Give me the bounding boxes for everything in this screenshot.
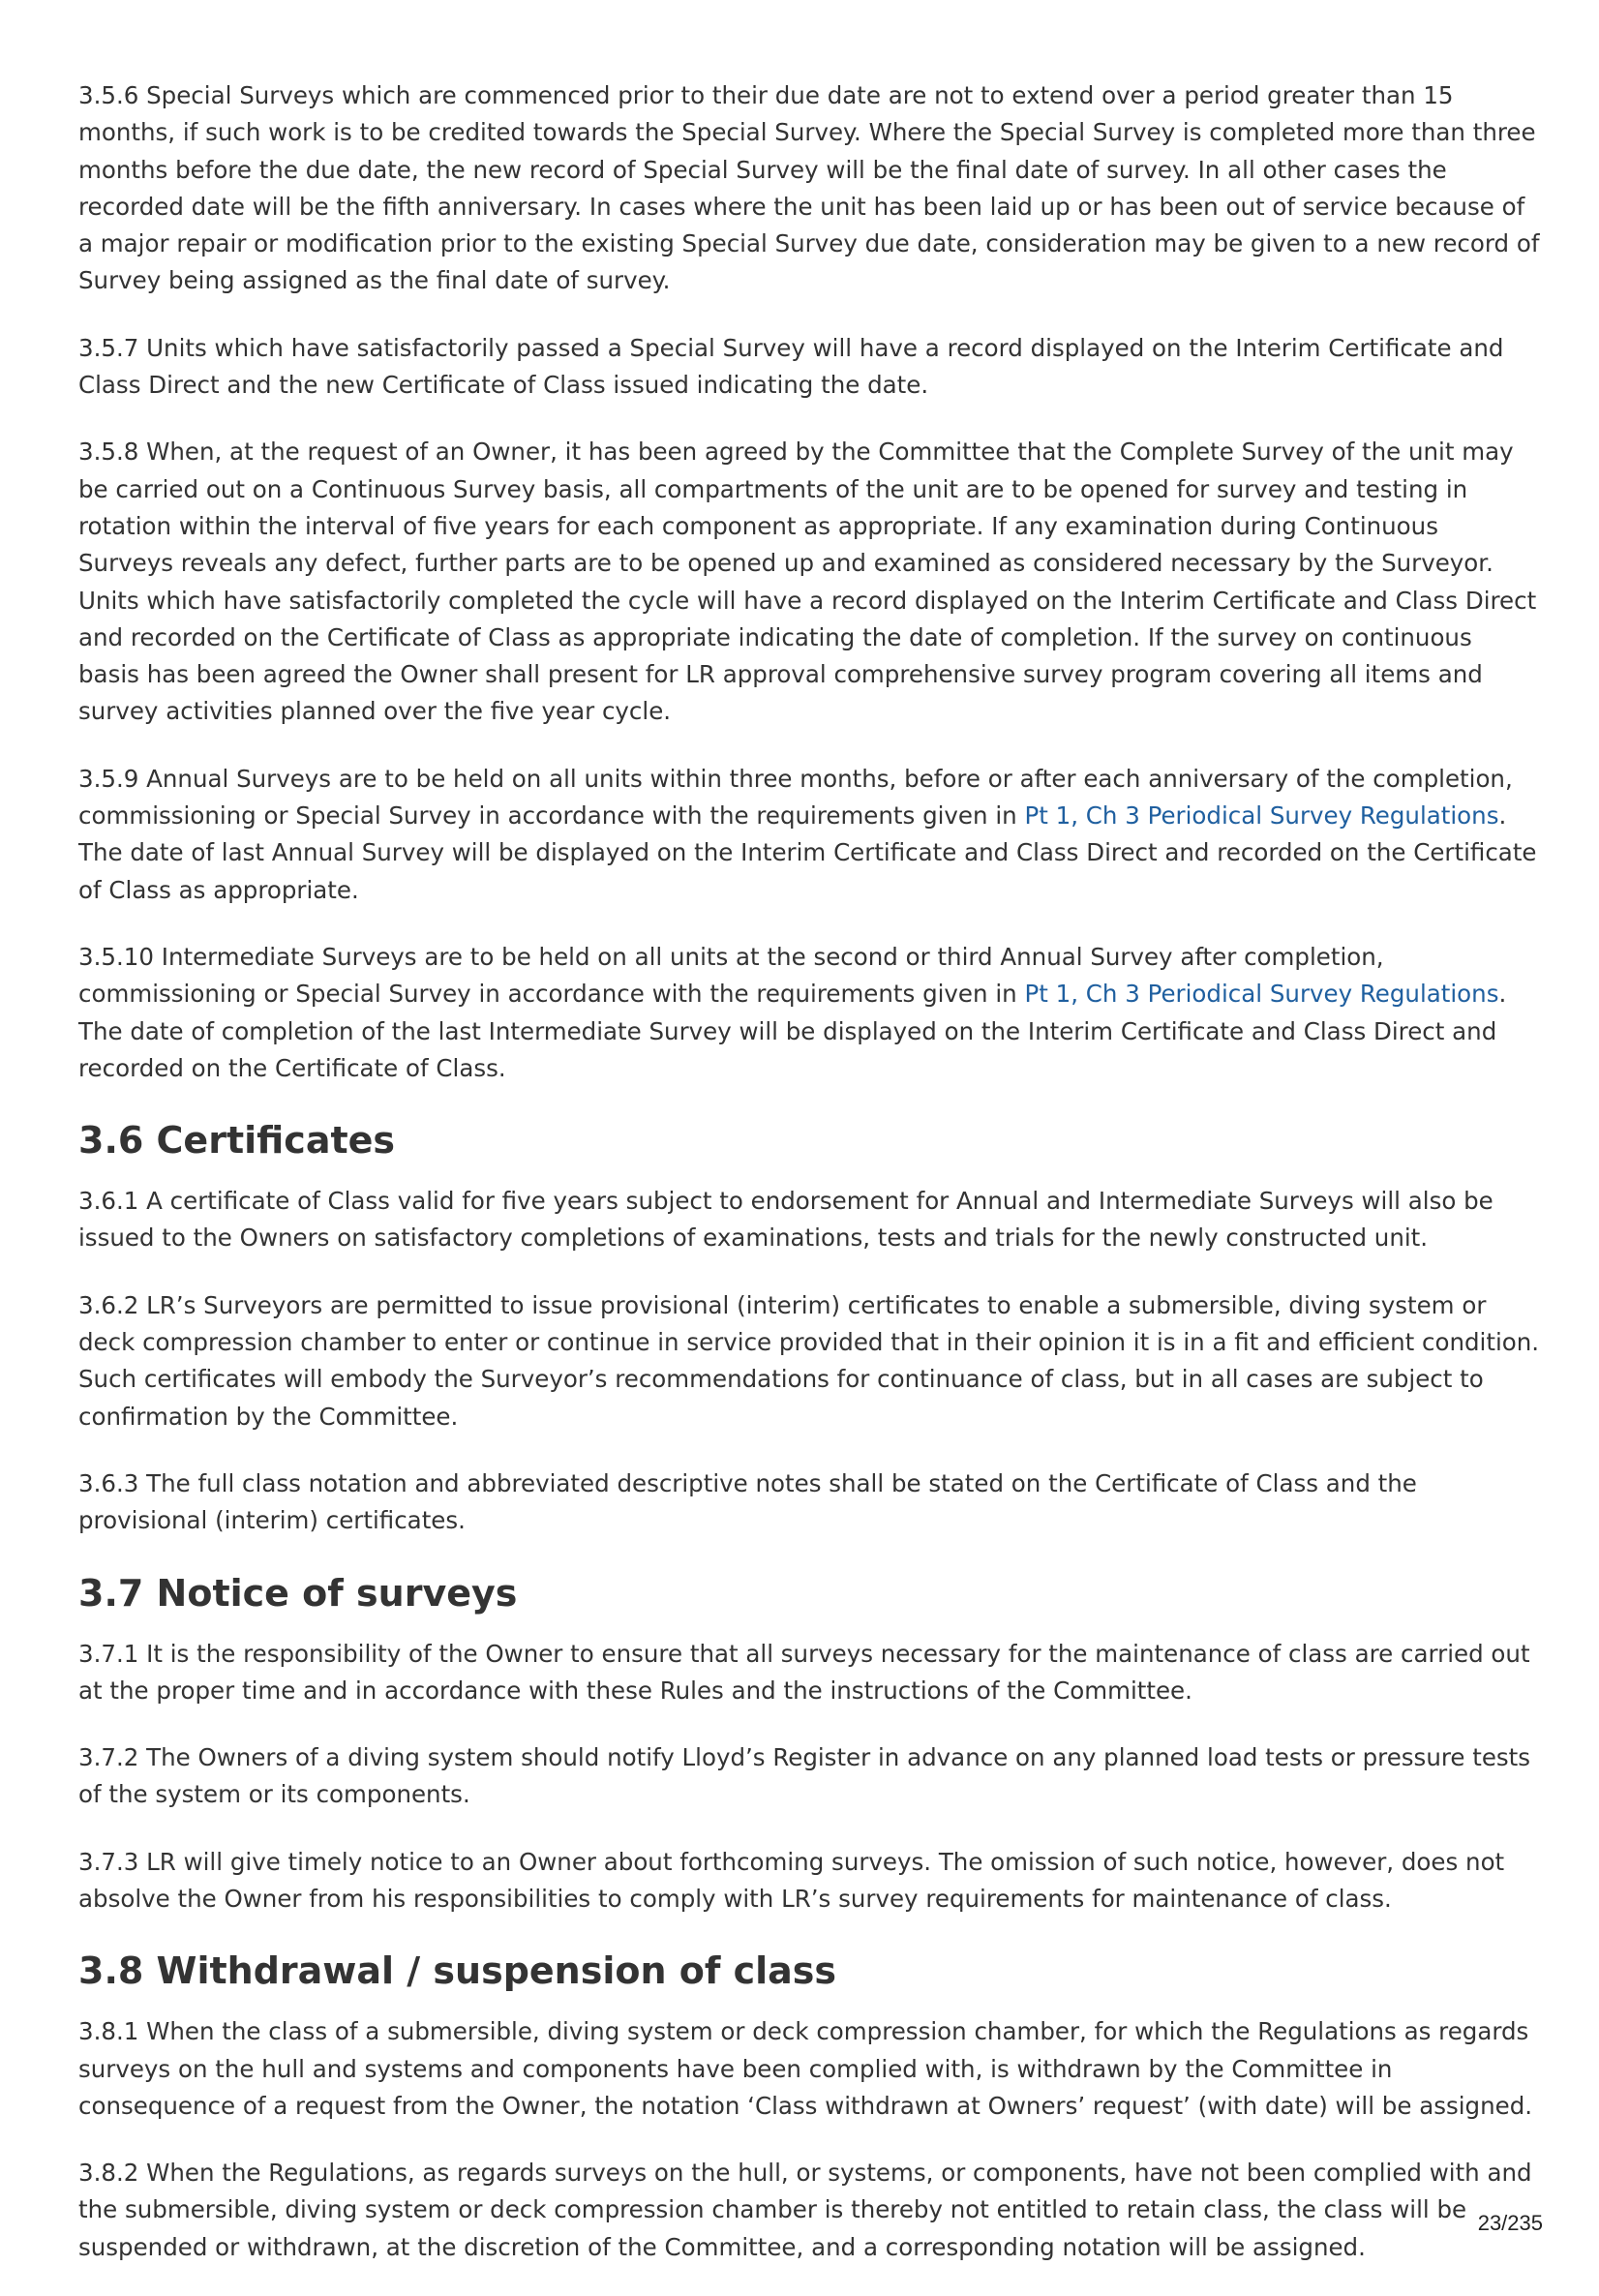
paragraph-text: . The date of completion of the last Intermediate Survey will be displayed on the Interim Certificate and Class Direct and recorded on the Certificate of Class. (78, 980, 1507, 1082)
paragraph-text: 3.5.10 Intermediate Surveys are to be held on all units at the second or third Annual Survey after completion, commissioning or Special Survey in accordance with the requirements given in (78, 942, 1384, 1009)
paragraph-3-5-9 (78, 761, 1540, 909)
paragraph-3-8-1: 3.8.1 When the class of a submersible, diving system or deck compression chamber, for which the Regulations as regards surveys on the hull and systems and components have been complied with, is withdrawn by the Committee in consequence of a request from the Owner, the notation ‘Class withdrawn at Owners’ request’ (with date) will be assigned. (78, 2017, 1533, 2120)
heading-certificates: 3.6 Certificates (78, 1119, 396, 1163)
paragraph-3-7-2: 3.7.2 The Owners of a diving system should notify Lloyd’s Register in advance on any planned load tests or pressure tests of the system or its components. (78, 1743, 1531, 1809)
paragraph-3-7-1: 3.7.1 It is the responsibility of the Owner to ensure that all surveys necessary for the maintenance of class are carried out at the proper time and in accordance with these Rules and the instructions of the Committee. (78, 1639, 1530, 1705)
paragraph-3-6-2: 3.6.2 LR’s Surveyors are permitted to issue provisional (interim) certificates to enable a submersible, diving system or deck compression chamber to enter or continue in service provided that in their opinion it is in a fit and efficient condition. Such certificates will embody the Surveyor’s recommendations for continuance of class, but in all cases are subject to confirmation by the Committee. (78, 1290, 1540, 1431)
paragraph-3-6-1: 3.6.1 A certificate of Class valid for five years subject to endorsement for Annual and Intermediate Surveys will also be issued to the Owners on satisfactory completions of examinations, tests and trials for the newly constructed unit. (78, 1187, 1493, 1253)
periodical-survey-regulations-link[interactable]: Pt 1, Ch 3 Periodical Survey Regulations (1024, 980, 1499, 1009)
paragraph-3-6-3: 3.6.3 The full class notation and abbreviated descriptive notes shall be stated on the Certificate of Class and the provisional (interim) certificates. (78, 1468, 1417, 1535)
document-body (78, 77, 1540, 2296)
paragraph-text: 3.5.9 Annual Surveys are to be held on all units within three months, before or after each anniversary of the completion, commissioning or Special Survey in accordance with the requirements given in (78, 764, 1513, 831)
heading-notice-of-surveys: 3.7 Notice of surveys (78, 1571, 518, 1615)
paragraph-3-7-3: 3.7.3 LR will give timely notice to an Owner about forthcoming surveys. The omission of such notice, however, does not absolve the Owner from his responsibilities to comply with LR’s survey requirements for maintenance of class. (78, 1847, 1505, 1913)
heading-withdrawal-suspension: 3.8 Withdrawal / suspension of class (78, 1949, 837, 1993)
paragraph-text: . The date of last Annual Survey will be displayed on the Interim Certificate and Class Direct and recorded on the Certificate of Class as appropriate. (78, 801, 1537, 904)
paragraph-3-8-2: 3.8.2 When the Regulations, as regards surveys on the hull, or systems, or components, have not been complied with and the submersible, diving system or deck compression chamber is thereby not entitled to retain class, the class will be suspended or withdrawn, at the discretion of the Committee, and a corresponding notation will be assigned. (78, 2159, 1532, 2261)
paragraph-3-5-7: 3.5.7 Units which have satisfactorily passed a Special Survey will have a record displayed on the Interim Certificate and Class Direct and the new Certificate of Class issued indicating the date. (78, 333, 1504, 400)
paragraph-3-5-6: 3.5.6 Special Surveys which are commenced prior to their due date are not to extend over a period greater than 15 months, if such work is to be credited towards the Special Survey. Where the Special Survey is completed more than three months before the due date, the new record of Special Survey will be the final date of survey. In all other cases the recorded date will be the fifth anniversary. In cases where the unit has been laid up or has been out of service because of a major repair or modification prior to the existing Special Survey due date, consideration may be given to a new record of Survey being assigned as the final date of survey. (78, 81, 1540, 295)
page-number: 23/235 (1477, 2211, 1543, 2235)
paragraph-3-5-8: 3.5.8 When, at the request of an Owner, it has been agreed by the Committee that the Complete Survey of the unit may be carried out on a Continuous Survey basis, all compartments of the unit are to be opened for survey and testing in rotation within the interval of five years for each component as appropriate. If any examination during Continuous Surveys reveals any defect, further parts are to be opened up and examined as considered necessary by the Surveyor. Units which have satisfactorily completed the cycle will have a record displayed on the Interim Certificate and Class Direct and recorded on the Certificate of Class as appropriate indicating the date of completion. If the survey on continuous basis has been agreed the Owner shall present for LR approval comprehensive survey program covering all items and survey activities planned over the five year cycle. (78, 438, 1537, 726)
periodical-survey-regulations-link[interactable]: Pt 1, Ch 3 Periodical Survey Regulations (1024, 801, 1499, 831)
paragraph-3-5-10 (78, 939, 1540, 1087)
